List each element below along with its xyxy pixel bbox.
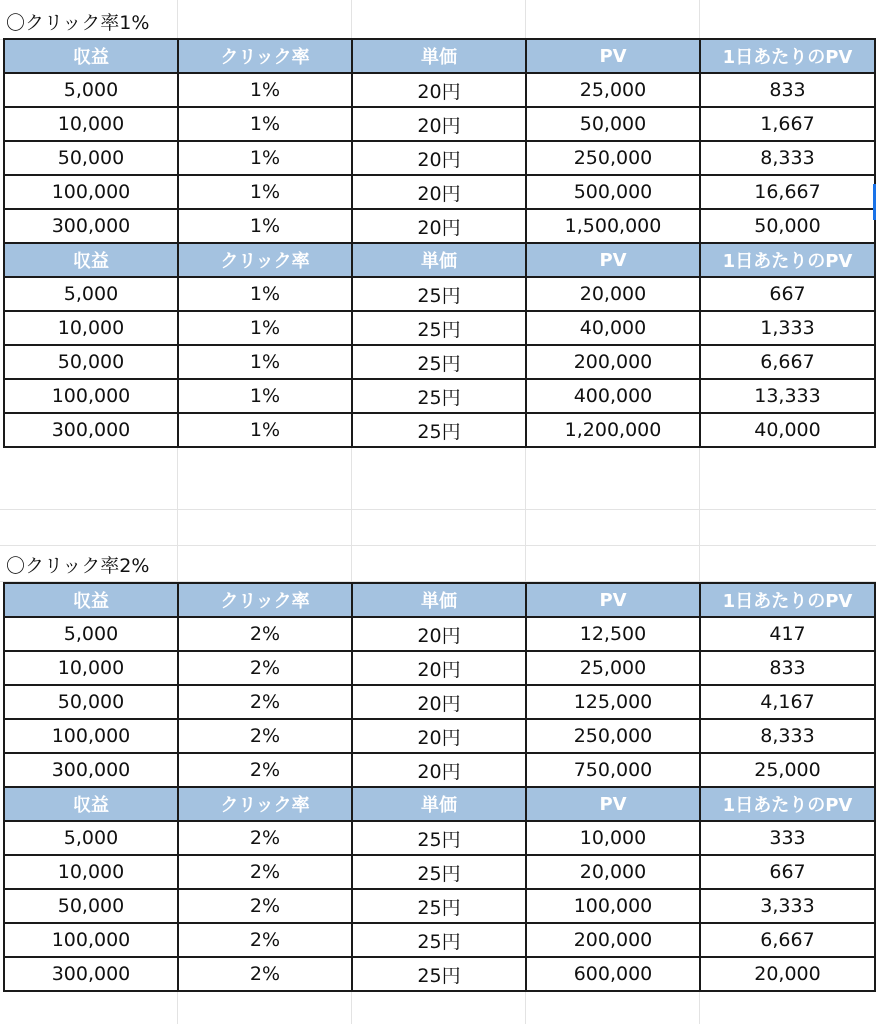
- table-row: [4, 957, 875, 991]
- section-title[interactable]: 〇クリック率2%: [6, 555, 150, 577]
- header-cell[interactable]: PV: [526, 39, 700, 73]
- cell[interactable]: 12,500: [526, 617, 700, 651]
- cell[interactable]: 5,000: [4, 821, 178, 855]
- header-cell[interactable]: 1日あたりのPV: [700, 583, 875, 617]
- cell[interactable]: 20円: [352, 73, 526, 107]
- cell[interactable]: 833: [700, 651, 875, 685]
- header-row: [4, 787, 875, 821]
- cell[interactable]: 2%: [178, 719, 352, 753]
- cell[interactable]: 200,000: [526, 345, 700, 379]
- header-cell[interactable]: 単価: [352, 787, 526, 821]
- header-cell[interactable]: 単価: [352, 583, 526, 617]
- cell[interactable]: 1%: [178, 379, 352, 413]
- cell[interactable]: 1,200,000: [526, 413, 700, 447]
- cell[interactable]: 667: [700, 277, 875, 311]
- cell[interactable]: 5,000: [4, 73, 178, 107]
- cell[interactable]: 20,000: [700, 957, 875, 991]
- table-row: [4, 379, 875, 413]
- cell[interactable]: 50,000: [526, 107, 700, 141]
- cell[interactable]: 750,000: [526, 753, 700, 787]
- cell[interactable]: 20,000: [526, 277, 700, 311]
- cell[interactable]: 20円: [352, 107, 526, 141]
- cell[interactable]: 50,000: [4, 141, 178, 175]
- header-cell[interactable]: 収益: [4, 787, 178, 821]
- cell[interactable]: 2%: [178, 821, 352, 855]
- cell[interactable]: 3,333: [700, 889, 875, 923]
- cell[interactable]: 20円: [352, 719, 526, 753]
- cell[interactable]: 25,000: [700, 753, 875, 787]
- cell[interactable]: 25円: [352, 957, 526, 991]
- table-row: [4, 73, 875, 107]
- table-row: [4, 923, 875, 957]
- cell[interactable]: 2%: [178, 957, 352, 991]
- header-cell[interactable]: クリック率: [178, 583, 352, 617]
- cell[interactable]: 10,000: [4, 855, 178, 889]
- cell[interactable]: 100,000: [526, 889, 700, 923]
- header-cell[interactable]: クリック率: [178, 243, 352, 277]
- table-row: [4, 345, 875, 379]
- header-row: [4, 583, 875, 617]
- cell[interactable]: 4,167: [700, 685, 875, 719]
- cell[interactable]: 100,000: [4, 923, 178, 957]
- cell[interactable]: 25円: [352, 821, 526, 855]
- header-row: [4, 39, 875, 73]
- cell[interactable]: 16,667: [700, 175, 875, 209]
- cell[interactable]: 25円: [352, 379, 526, 413]
- cell[interactable]: 5,000: [4, 617, 178, 651]
- cell[interactable]: 417: [700, 617, 875, 651]
- table-row: [4, 141, 875, 175]
- cell[interactable]: 333: [700, 821, 875, 855]
- header-cell[interactable]: クリック率: [178, 39, 352, 73]
- cell[interactable]: 1%: [178, 73, 352, 107]
- table-row: [4, 821, 875, 855]
- cell[interactable]: 6,667: [700, 923, 875, 957]
- table-row: [4, 277, 875, 311]
- cell[interactable]: 2%: [178, 753, 352, 787]
- cell[interactable]: 25円: [352, 413, 526, 447]
- table-row: [4, 889, 875, 923]
- table-row: [4, 617, 875, 651]
- table-row: [4, 719, 875, 753]
- cell[interactable]: 1,333: [700, 311, 875, 345]
- cell[interactable]: 20円: [352, 209, 526, 243]
- table-row: [4, 753, 875, 787]
- cell[interactable]: 50,000: [4, 345, 178, 379]
- cell[interactable]: 25円: [352, 277, 526, 311]
- data-table: [3, 38, 876, 448]
- cell[interactable]: 6,667: [700, 345, 875, 379]
- section-title[interactable]: 〇クリック率1%: [6, 12, 150, 34]
- cell[interactable]: 20円: [352, 685, 526, 719]
- cell[interactable]: 20,000: [526, 855, 700, 889]
- cell[interactable]: 100,000: [4, 175, 178, 209]
- cell[interactable]: 667: [700, 855, 875, 889]
- header-cell[interactable]: 単価: [352, 243, 526, 277]
- cell[interactable]: 100,000: [4, 719, 178, 753]
- cell[interactable]: 50,000: [700, 209, 875, 243]
- cell[interactable]: 1%: [178, 345, 352, 379]
- cell[interactable]: 5,000: [4, 277, 178, 311]
- table-row: [4, 107, 875, 141]
- cell[interactable]: 20円: [352, 175, 526, 209]
- cell[interactable]: 1,667: [700, 107, 875, 141]
- cell[interactable]: 8,333: [700, 141, 875, 175]
- cell[interactable]: 833: [700, 73, 875, 107]
- header-cell[interactable]: クリック率: [178, 787, 352, 821]
- header-cell[interactable]: 収益: [4, 39, 178, 73]
- cell[interactable]: 1%: [178, 209, 352, 243]
- table-row: [4, 855, 875, 889]
- cell[interactable]: 2%: [178, 889, 352, 923]
- cell[interactable]: 10,000: [4, 107, 178, 141]
- header-cell[interactable]: 1日あたりのPV: [700, 243, 875, 277]
- header-cell[interactable]: 収益: [4, 583, 178, 617]
- cell[interactable]: 40,000: [526, 311, 700, 345]
- header-cell[interactable]: 単価: [352, 39, 526, 73]
- cell[interactable]: 8,333: [700, 719, 875, 753]
- cell[interactable]: 25,000: [526, 73, 700, 107]
- cell[interactable]: 2%: [178, 923, 352, 957]
- table-row: [4, 209, 875, 243]
- cell[interactable]: 40,000: [700, 413, 875, 447]
- grid-line: [0, 509, 876, 510]
- cell[interactable]: 300,000: [4, 209, 178, 243]
- header-cell[interactable]: PV: [526, 243, 700, 277]
- cell[interactable]: 25円: [352, 311, 526, 345]
- cell[interactable]: 25円: [352, 923, 526, 957]
- cell[interactable]: 20円: [352, 617, 526, 651]
- cell[interactable]: 50,000: [4, 889, 178, 923]
- table-row: [4, 311, 875, 345]
- header-cell[interactable]: PV: [526, 787, 700, 821]
- cell[interactable]: 25円: [352, 855, 526, 889]
- data-table: [3, 582, 876, 992]
- cell[interactable]: 13,333: [700, 379, 875, 413]
- cell[interactable]: 10,000: [526, 821, 700, 855]
- cell[interactable]: 300,000: [4, 753, 178, 787]
- table-row: [4, 175, 875, 209]
- cell[interactable]: 2%: [178, 617, 352, 651]
- cell[interactable]: 1,500,000: [526, 209, 700, 243]
- cell[interactable]: 20円: [352, 651, 526, 685]
- cell[interactable]: 2%: [178, 685, 352, 719]
- cell[interactable]: 250,000: [526, 719, 700, 753]
- header-cell[interactable]: 1日あたりのPV: [700, 787, 875, 821]
- cell[interactable]: 2%: [178, 651, 352, 685]
- header-row: [4, 243, 875, 277]
- cell[interactable]: 25円: [352, 889, 526, 923]
- cell[interactable]: 1%: [178, 277, 352, 311]
- cell[interactable]: 20円: [352, 753, 526, 787]
- cell[interactable]: 300,000: [4, 957, 178, 991]
- header-cell[interactable]: 収益: [4, 243, 178, 277]
- cell[interactable]: 10,000: [4, 651, 178, 685]
- cell[interactable]: 1%: [178, 413, 352, 447]
- header-cell[interactable]: 1日あたりのPV: [700, 39, 875, 73]
- cell[interactable]: 10,000: [4, 311, 178, 345]
- cell[interactable]: 20円: [352, 141, 526, 175]
- table-row: [4, 413, 875, 447]
- cell[interactable]: 500,000: [526, 175, 700, 209]
- cell[interactable]: 1%: [178, 175, 352, 209]
- cell[interactable]: 100,000: [4, 379, 178, 413]
- cell[interactable]: 300,000: [4, 413, 178, 447]
- cell[interactable]: 400,000: [526, 379, 700, 413]
- table-row: [4, 685, 875, 719]
- cell[interactable]: 1%: [178, 311, 352, 345]
- cell[interactable]: 600,000: [526, 957, 700, 991]
- cell[interactable]: 1%: [178, 107, 352, 141]
- header-cell[interactable]: PV: [526, 583, 700, 617]
- cell[interactable]: 1%: [178, 141, 352, 175]
- cell[interactable]: 2%: [178, 855, 352, 889]
- cell[interactable]: 25円: [352, 345, 526, 379]
- cell[interactable]: 25,000: [526, 651, 700, 685]
- cell[interactable]: 50,000: [4, 685, 178, 719]
- cell[interactable]: 125,000: [526, 685, 700, 719]
- cell[interactable]: 250,000: [526, 141, 700, 175]
- cell[interactable]: 200,000: [526, 923, 700, 957]
- table-row: [4, 651, 875, 685]
